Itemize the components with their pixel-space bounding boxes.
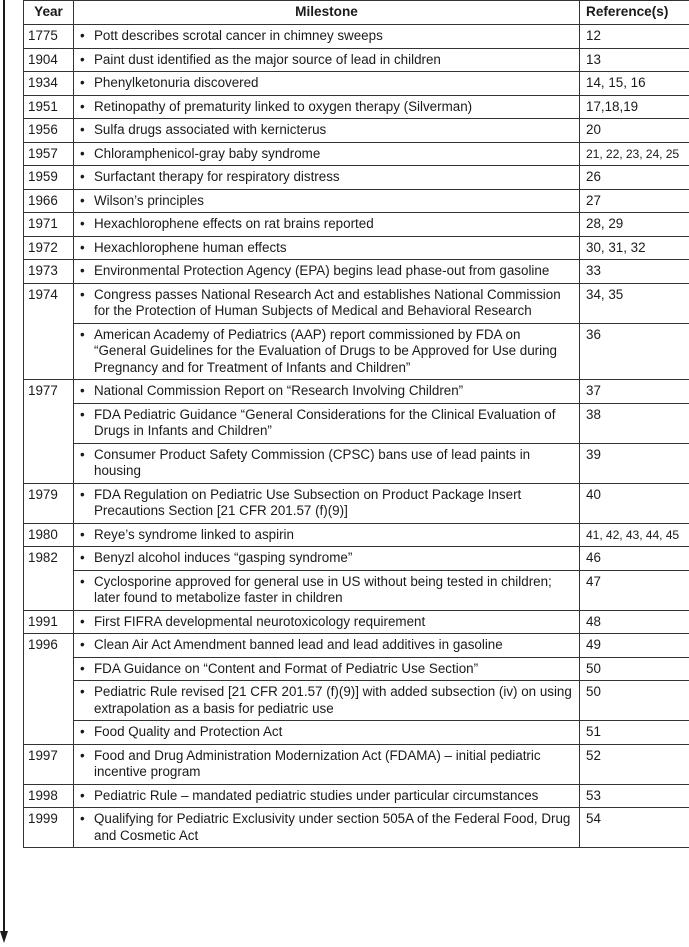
references-cell: 40 — [580, 483, 689, 523]
references-cell: 36 — [580, 323, 689, 380]
year-cell: 1957 — [24, 142, 74, 166]
references-cell: 47 — [580, 570, 689, 610]
milestone-text: Hexachlorophene effects on rat brains reported — [94, 216, 374, 231]
year-cell — [24, 657, 74, 681]
bullet-icon: • — [80, 406, 85, 422]
bullet-icon: • — [80, 660, 85, 676]
milestone-cell — [74, 323, 580, 380]
table-row — [24, 547, 689, 571]
milestone-text: Surfactant therapy for respiratory distress — [94, 169, 340, 184]
milestone-cell — [74, 403, 580, 443]
table-row — [24, 634, 689, 658]
milestone-text: Pediatric Rule revised [21 CFR 201.57 (f)(9)] with added subsection (iv) on using extrapolation as a basis for pediatric use — [94, 684, 572, 716]
bullet-icon: • — [80, 747, 85, 763]
milestone-text: National Commission Report on “Research Involving Children” — [94, 383, 464, 398]
year-cell: 1973 — [24, 260, 74, 284]
year-cell: 1959 — [24, 166, 74, 190]
bullet-icon: • — [80, 684, 85, 699]
milestone-cell — [74, 260, 580, 284]
bullet-icon: • — [80, 526, 85, 542]
year-cell: 1951 — [24, 95, 74, 119]
milestone-cell — [74, 283, 580, 323]
year-cell: 1999 — [24, 808, 74, 848]
references-column-header: Reference(s) — [580, 1, 689, 25]
milestones-body — [24, 25, 689, 848]
year-cell — [24, 681, 74, 721]
bullet-icon: • — [80, 637, 85, 652]
table-row — [24, 142, 689, 166]
bullet-icon: • — [80, 326, 85, 342]
references-cell: 48 — [580, 610, 689, 634]
milestone-cell — [74, 380, 580, 404]
table-row — [24, 25, 689, 49]
references-cell: 21, 22, 23, 24, 25 — [580, 142, 689, 166]
table-row — [24, 744, 689, 784]
milestone-cell — [74, 483, 580, 523]
year-cell: 1974 — [24, 283, 74, 323]
table-row — [24, 48, 689, 72]
year-cell: 1977 — [24, 380, 74, 404]
bullet-icon: • — [80, 446, 85, 462]
milestone-cell — [74, 443, 580, 483]
milestone-text: Clean Air Act Amendment banned lead and lead additives in gasoline — [94, 637, 503, 652]
table-row — [24, 681, 689, 721]
table-row — [24, 808, 689, 848]
table-row — [24, 119, 689, 143]
references-cell: 50 — [580, 657, 689, 681]
milestone-text: First FIFRA developmental neurotoxicology requirement — [94, 613, 426, 629]
table-row — [24, 283, 689, 323]
milestone-cell — [74, 119, 580, 143]
bullet-icon: • — [80, 724, 85, 739]
milestone-text: Reye’s syndrome linked to aspirin — [94, 526, 294, 542]
table-row — [24, 380, 689, 404]
milestone-text: Benyzl alcohol induces “gasping syndrome” — [94, 550, 353, 565]
references-cell: 41, 42, 43, 44, 45 — [580, 523, 689, 547]
bullet-icon: • — [80, 573, 85, 589]
milestones-table — [23, 0, 689, 848]
references-cell: 49 — [580, 634, 689, 658]
year-cell — [24, 323, 74, 380]
references-cell: 39 — [580, 443, 689, 483]
year-cell: 1972 — [24, 236, 74, 260]
references-cell: 13 — [580, 48, 689, 72]
milestone-text: American Academy of Pediatrics (AAP) report commissioned by FDA on “General Guidelines for the Evaluation of Drugs to be Approved for Use during Pregnancy and for Treatment of Infants and Children” — [94, 326, 557, 375]
bullet-icon: • — [80, 98, 85, 114]
bullet-icon: • — [80, 192, 85, 208]
milestone-text: Food and Drug Administration Modernization Act (FDAMA) – initial pediatric incentive program — [94, 747, 541, 779]
bullet-icon: • — [80, 122, 85, 137]
bullet-icon: • — [80, 145, 85, 161]
milestone-text: Consumer Product Safety Commission (CPSC) bans use of lead paints in housing — [94, 446, 531, 478]
milestone-cell — [74, 72, 580, 96]
references-cell: 52 — [580, 744, 689, 784]
references-cell: 30, 31, 32 — [580, 236, 689, 260]
references-cell: 28, 29 — [580, 213, 689, 237]
table-row — [24, 483, 689, 523]
milestone-text: Qualifying for Pediatric Exclusivity under section 505A of the Federal Food, Drug and Cosmetic Act — [94, 811, 571, 843]
bullet-icon: • — [80, 383, 85, 398]
milestone-cell — [74, 236, 580, 260]
bullet-icon: • — [80, 216, 85, 231]
year-cell: 1997 — [24, 744, 74, 784]
milestone-cell — [74, 808, 580, 848]
bullet-icon: • — [80, 811, 85, 826]
milestone-cell — [74, 142, 580, 166]
milestone-cell — [74, 610, 580, 634]
references-cell: 50 — [580, 681, 689, 721]
year-cell — [24, 443, 74, 483]
references-cell: 38 — [580, 403, 689, 443]
references-cell: 54 — [580, 808, 689, 848]
milestone-cell — [74, 570, 580, 610]
milestone-text: Congress passes National Research Act and establishes National Commission for the Protection of Human Subjects of Medical and Behavioral Research — [94, 286, 561, 318]
table-row — [24, 570, 689, 610]
milestone-text: FDA Guidance on “Content and Format of Pediatric Use Section” — [94, 660, 479, 676]
timeline-arrow-line — [3, 0, 5, 933]
milestone-cell — [74, 721, 580, 745]
milestone-cell — [74, 213, 580, 237]
year-cell: 1998 — [24, 784, 74, 808]
milestone-cell — [74, 48, 580, 72]
milestone-text: Phenylketonuria discovered — [94, 75, 259, 90]
timeline-arrow-down-icon — [0, 931, 8, 943]
milestone-cell — [74, 189, 580, 213]
references-cell: 17,18,19 — [580, 95, 689, 119]
table-row — [24, 189, 689, 213]
milestone-text: Paint dust identified as the major source of lead in children — [94, 51, 441, 67]
year-cell: 1996 — [24, 634, 74, 658]
bullet-icon: • — [80, 613, 85, 629]
bullet-icon: • — [80, 239, 85, 255]
year-cell: 1979 — [24, 483, 74, 523]
milestone-text: Wilson’s principles — [94, 192, 204, 208]
milestone-text: Retinopathy of prematurity linked to oxygen therapy (Silverman) — [94, 98, 473, 114]
table-row — [24, 443, 689, 483]
bullet-icon: • — [80, 486, 85, 502]
references-cell: 20 — [580, 119, 689, 143]
table-row — [24, 95, 689, 119]
table-row — [24, 236, 689, 260]
references-cell: 53 — [580, 784, 689, 808]
bullet-icon: • — [80, 169, 85, 184]
bullet-icon: • — [80, 263, 85, 278]
year-cell — [24, 721, 74, 745]
milestone-cell — [74, 95, 580, 119]
milestone-cell — [74, 634, 580, 658]
year-cell — [24, 403, 74, 443]
milestone-cell — [74, 166, 580, 190]
references-cell: 37 — [580, 380, 689, 404]
references-cell: 33 — [580, 260, 689, 284]
table-header-row — [24, 1, 689, 25]
year-cell: 1980 — [24, 523, 74, 547]
year-cell: 1904 — [24, 48, 74, 72]
milestone-text: Pott describes scrotal cancer in chimney sweeps — [94, 28, 383, 43]
milestone-cell — [74, 681, 580, 721]
milestone-text: Sulfa drugs associated with kernicterus — [94, 122, 327, 137]
milestone-cell — [74, 784, 580, 808]
references-cell: 46 — [580, 547, 689, 571]
references-cell: 51 — [580, 721, 689, 745]
table-row — [24, 784, 689, 808]
references-cell: 12 — [580, 25, 689, 49]
table-row — [24, 213, 689, 237]
bullet-icon: • — [80, 51, 85, 67]
bullet-icon: • — [80, 286, 85, 302]
year-cell: 1934 — [24, 72, 74, 96]
year-cell: 1775 — [24, 25, 74, 49]
table-row — [24, 260, 689, 284]
references-cell: 14, 15, 16 — [580, 72, 689, 96]
year-cell: 1956 — [24, 119, 74, 143]
table-row — [24, 323, 689, 380]
table-row — [24, 657, 689, 681]
milestone-text: Food Quality and Protection Act — [94, 724, 283, 739]
milestone-text: Pediatric Rule – mandated pediatric studies under particular circumstances — [94, 787, 539, 803]
milestone-cell — [74, 523, 580, 547]
milestone-cell — [74, 744, 580, 784]
year-column-header: Year — [24, 1, 74, 25]
milestone-text: Chloramphenicol-gray baby syndrome — [94, 145, 321, 161]
table-row — [24, 166, 689, 190]
table-row — [24, 721, 689, 745]
milestone-cell — [74, 25, 580, 49]
year-cell — [24, 570, 74, 610]
year-cell: 1966 — [24, 189, 74, 213]
bullet-icon: • — [80, 28, 85, 43]
milestone-text: Environmental Protection Agency (EPA) begins lead phase-out from gasoline — [94, 263, 550, 278]
milestone-text: Hexachlorophene human effects — [94, 239, 287, 255]
milestone-cell — [74, 657, 580, 681]
table-row — [24, 72, 689, 96]
table-row — [24, 403, 689, 443]
milestone-text: Cyclosporine approved for general use in US without being tested in children; later found to metabolize faster in children — [94, 573, 552, 605]
year-cell: 1991 — [24, 610, 74, 634]
year-cell: 1971 — [24, 213, 74, 237]
bullet-icon: • — [80, 75, 85, 90]
milestone-cell — [74, 547, 580, 571]
bullet-icon: • — [80, 550, 85, 565]
milestone-column-header: Milestone — [74, 1, 580, 25]
milestone-text: FDA Pediatric Guidance “General Considerations for the Clinical Evaluation of Drugs in Infants and Children” — [94, 406, 556, 438]
bullet-icon: • — [80, 787, 85, 803]
year-cell: 1982 — [24, 547, 74, 571]
references-cell: 34, 35 — [580, 283, 689, 323]
references-cell: 27 — [580, 189, 689, 213]
milestone-text: FDA Regulation on Pediatric Use Subsection on Product Package Insert Precautions Section [21 CFR 201.57 (f)(9)] — [94, 486, 522, 518]
table-row — [24, 523, 689, 547]
table-row — [24, 610, 689, 634]
references-cell: 26 — [580, 166, 689, 190]
